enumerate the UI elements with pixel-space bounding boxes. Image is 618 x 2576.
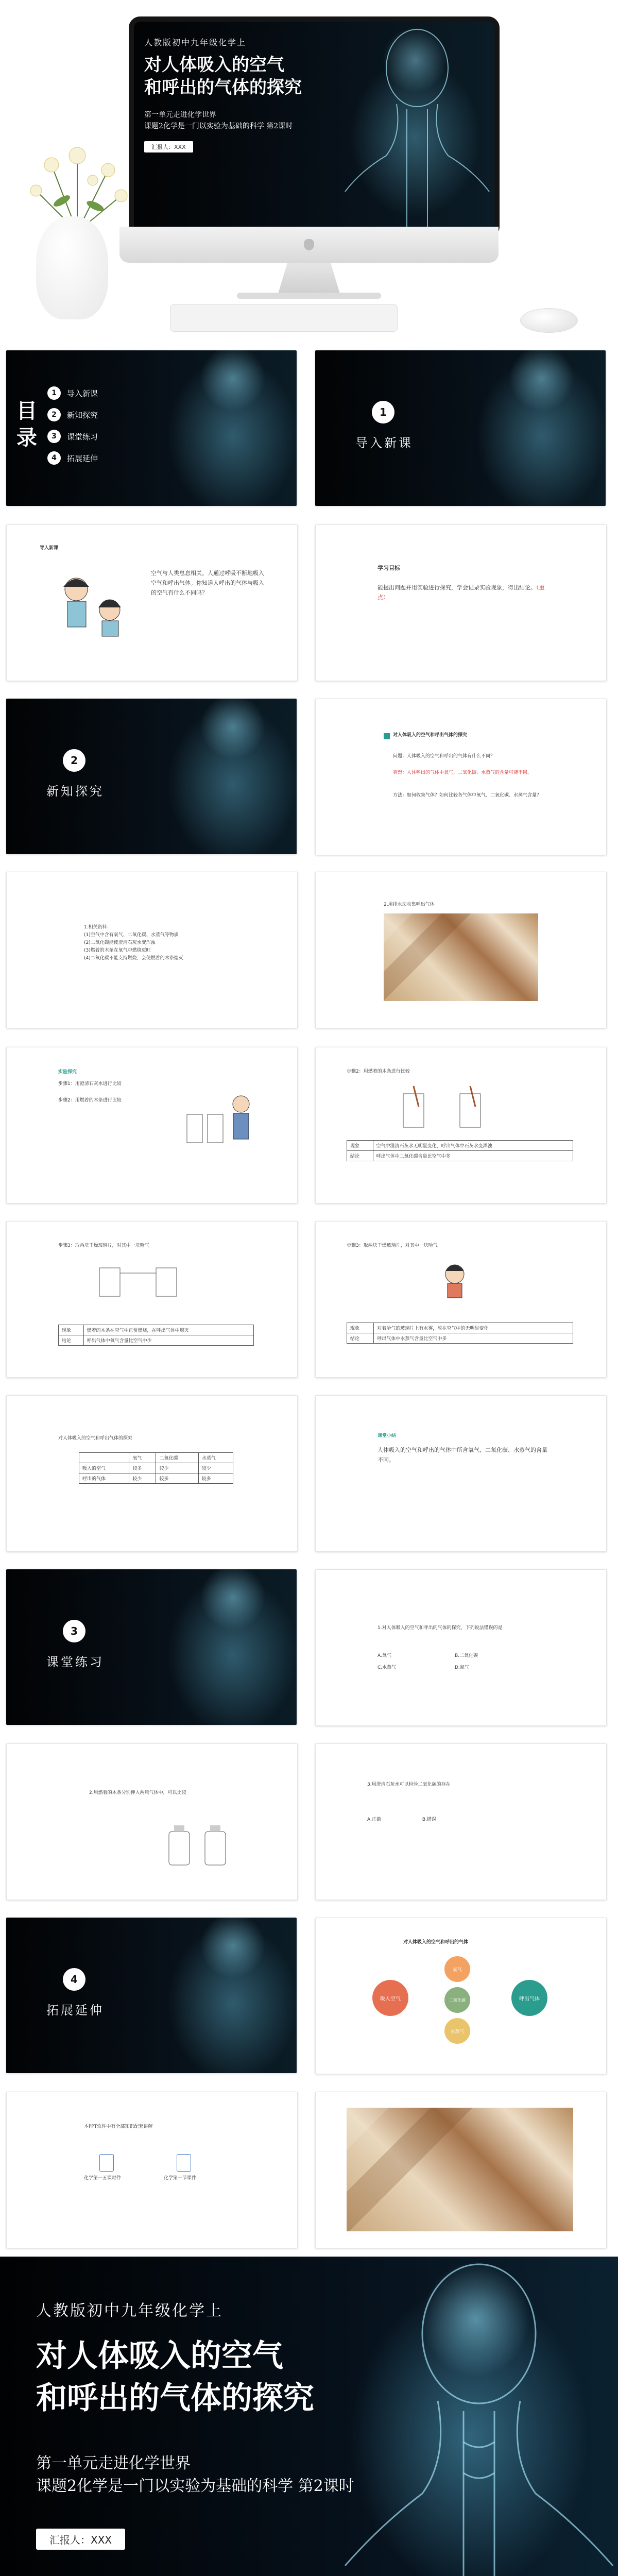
cartoon-kid-icon (434, 1259, 475, 1300)
file-icon[interactable] (99, 2154, 114, 2172)
practice3-options (367, 1816, 436, 1824)
table-row (347, 1151, 573, 1161)
table-row (347, 1141, 573, 1151)
knowledge-list (84, 924, 249, 962)
table-cell: 结论 (347, 1151, 373, 1161)
gold-image (347, 2108, 573, 2231)
result-table (347, 1323, 573, 1344)
table-cell: 现象 (347, 1323, 374, 1333)
explore-q1: 问题：人体吸入的空气和呼出的气体有什么不同？ (393, 754, 495, 759)
table-cell: 现象 (347, 1141, 373, 1151)
cover-subtitle: 人教版初中九年级化学上 (36, 2302, 223, 2320)
laptop-chin (119, 227, 499, 263)
section-title: 新知探究 (46, 784, 104, 799)
intro-label: 导入新课 (40, 546, 59, 551)
mouse (520, 308, 578, 333)
knowledge-line: (2)二氧化碳能使澄清石灰水变浑浊 (84, 940, 156, 945)
slide-summary (6, 1395, 298, 1552)
step2-text: 步骤2：用燃着的木条进行比较 (58, 1098, 122, 1103)
table-cell: 较多 (156, 1473, 198, 1484)
cover-line1: 第一单元走进化学世界 (36, 2454, 191, 2472)
slide-practice3 (315, 1743, 607, 1900)
toc-title-line2: 录 (16, 426, 37, 450)
table-cell: 较少 (156, 1463, 198, 1473)
knowledge-line: (4)二氧化碳不能支持燃烧，会使燃着的木条熄灭 (84, 956, 183, 961)
cover-line2: 课题2化学是一门以实验为基础的科学 第2课时 (36, 2477, 354, 2495)
summary-table (79, 1452, 233, 1484)
knowledge-line: 1.相关资料： (84, 925, 112, 930)
table-cell: 较多 (129, 1463, 156, 1473)
table-cell: 较少 (198, 1463, 233, 1473)
table-row (79, 1453, 233, 1463)
table-cell: 燃着的木条在空气中正常燃烧，在呼出气体中熄灭 (83, 1325, 253, 1335)
option[interactable]: D.氮气 (455, 1665, 469, 1670)
slide-collect (315, 872, 607, 1028)
table-cell: 吸入的空气 (79, 1463, 129, 1473)
option[interactable]: C.水蒸气 (377, 1665, 397, 1670)
teal-marker (384, 733, 390, 739)
gas-bottles-icon (161, 1821, 233, 1868)
table-row (79, 1463, 233, 1473)
table-cell: 空气中澄清石灰水无明显变化，呼出气体中石灰水变浑浊 (373, 1141, 573, 1151)
laptop-foot (237, 293, 381, 299)
goals-text: 能提出问题并用实验进行探究，学会记录实验现象，得出结论。（重点） (377, 584, 545, 601)
explore-q2: 猜想：人体呼出的气体中氧气、二氧化碳、水蒸气的含量可能不同。 (393, 770, 533, 775)
slide-knowledge (6, 872, 298, 1028)
section-number: 3 (63, 1620, 85, 1642)
knowledge-line: (3)燃着的木条在氧气中燃烧更旺 (84, 948, 151, 953)
slide-intro (6, 524, 298, 681)
goals-title: 学习目标 (377, 565, 400, 571)
table-header: 氧气 (129, 1453, 156, 1463)
slide-files (6, 2092, 298, 2248)
slide-explore (315, 699, 607, 855)
laptop-screen (129, 16, 500, 238)
steps-label: 实验探究 (58, 1070, 77, 1075)
table-row (347, 1333, 573, 1344)
summary-title: 对人体吸入的空气和呼出气体的探究 (58, 1436, 133, 1441)
toc-title-line1: 目 (16, 399, 37, 423)
diagram-right-node: 呼出气体 (511, 1980, 547, 2016)
table-row (79, 1473, 233, 1484)
diagram-node: 二氧化碳 (444, 1987, 470, 2013)
slide-toc (6, 350, 297, 506)
slide-step2 (315, 1047, 607, 1204)
section-title: 拓展延伸 (46, 2003, 104, 2018)
file-icon[interactable] (177, 2154, 191, 2172)
diagram-title: 对人体吸入的空气和呼出的气体 (403, 1940, 469, 1945)
diagram-left-node: 吸入空气 (372, 1980, 408, 2016)
slide-section-4 (6, 1918, 297, 2073)
slide-step1 (6, 1047, 298, 1204)
hero-line1: 第一单元走进化学世界 (144, 111, 216, 119)
step3-text: 步骤3：取两块干燥玻璃片，对其中一块哈气 (58, 1243, 149, 1248)
section-number: 4 (63, 1968, 85, 1991)
hero-mockup (0, 0, 618, 340)
intro-text: 空气与人类息息相关。人通过呼吸不断地吸入空气和呼出气体。你知道人呼出的气体与吸入的空气有什么不同吗？ (151, 570, 264, 596)
option[interactable]: A.氧气 (377, 1653, 391, 1658)
practice2-question: 2.用燃着的木条分别伸入两瓶气体中，可以比较 (89, 1790, 186, 1795)
result-table (347, 1140, 573, 1161)
file-name[interactable]: 化学第一五课时件 (84, 2176, 122, 2181)
table-cell: 呼出的气体 (79, 1473, 129, 1484)
toc-list (47, 386, 98, 465)
knowledge-line: (1)空气中含有氧气、二氧化碳、水蒸气等物质 (84, 933, 179, 938)
keyboard (170, 304, 398, 332)
table-header (79, 1453, 129, 1463)
lab-person-icon (182, 1083, 259, 1150)
breathing-person-icon (53, 571, 130, 638)
files-intro: 本PPT软件中有全部知识配套讲解 (84, 2124, 153, 2129)
apple-logo-icon (304, 239, 314, 250)
toc-item[interactable]: 2 新知探究 (47, 408, 98, 421)
table-cell: 较多 (198, 1473, 233, 1484)
glass-setup-icon (89, 1258, 202, 1299)
laptop-stand (278, 263, 340, 294)
table-cell: 对着哈气的玻璃片上有水雾，放在空气中的无明显变化 (374, 1323, 573, 1333)
table-cell: 呼出气体中水蒸气含量比空气中多 (374, 1333, 573, 1344)
section-number: 1 (372, 401, 394, 423)
slide-image (315, 2092, 607, 2248)
explore-title: 对人体吸入的空气和呼出气体的探究 (393, 733, 468, 738)
option[interactable]: B.二氧化碳 (455, 1653, 478, 1658)
table-cell: 结论 (347, 1333, 374, 1344)
practice3-question: 3.用澄清石灰水可以检验二氧化碳的存在 (367, 1782, 451, 1787)
slide-step3 (6, 1221, 298, 1378)
candle-bottles-icon (388, 1083, 501, 1130)
slide-step3b (315, 1221, 607, 1378)
table-cell: 较少 (129, 1473, 156, 1484)
table-row (59, 1325, 254, 1335)
toc-item[interactable]: 4 拓展延伸 (47, 451, 98, 465)
table-row (347, 1323, 573, 1333)
table-header: 水蒸气 (198, 1453, 233, 1463)
collect-image (384, 913, 538, 1001)
xray-figure-icon (340, 22, 494, 233)
slide-note (315, 1395, 607, 1552)
file-name[interactable]: 化学第一节课件 (164, 2176, 197, 2181)
toc-item[interactable]: 1 导入新课 (47, 386, 98, 400)
table-header: 二氧化碳 (156, 1453, 198, 1463)
practice1-question: 1.对人体吸入的空气和呼出的气体的探究，下列说法错误的是 (377, 1625, 503, 1631)
table-row (59, 1335, 254, 1346)
table-cell: 结论 (59, 1335, 84, 1346)
step3b-text: 步骤3：取两块干燥玻璃片，对其中一块哈气 (347, 1243, 438, 1248)
table-cell: 呼出气体中氧气含量比空气中少 (83, 1335, 253, 1346)
hero-reporter: 汇报人：XXX (144, 141, 193, 152)
diagram-node: 水蒸气 (444, 2018, 470, 2044)
option[interactable]: B.错误 (422, 1817, 436, 1822)
option[interactable]: A.正确 (367, 1817, 381, 1822)
slide-diagram (315, 1918, 607, 2074)
table-cell: 呼出气体中二氧化碳含量比空气中多 (373, 1151, 573, 1161)
hero-line2: 课题2化学是一门以实验为基础的科学 第2课时 (144, 122, 293, 130)
vase (36, 216, 108, 319)
cover-reporter: 汇报人：XXX (36, 2529, 125, 2550)
hero-subtitle: 人教版初中九年级化学上 (144, 38, 247, 47)
xray-figure-icon (335, 2257, 618, 2576)
collect-title: 2.用排水法收集呼出气体 (384, 902, 435, 907)
step2-desc: 步骤2：用燃着的木条进行比较 (347, 1069, 410, 1074)
cover-title-line2: 和呼出的气体的探究 (36, 2380, 314, 2416)
slide-practice1 (315, 1569, 607, 1726)
note-label: 课堂小结 (377, 1433, 397, 1438)
section-number: 2 (63, 749, 85, 772)
table-cell: 现象 (59, 1325, 84, 1335)
cover-title-line1: 对人体吸入的空气 (36, 2338, 283, 2374)
practice1-options (377, 1652, 532, 1672)
result-table (58, 1325, 254, 1346)
final-cover (0, 2257, 618, 2576)
section-title: 课堂练习 (46, 1655, 104, 1669)
hero-title-line2: 和呼出的气体的探究 (144, 77, 302, 98)
section-title: 导入新课 (355, 436, 413, 450)
slide-section-2 (6, 699, 297, 854)
diagram-node: 氧气 (444, 1956, 470, 1982)
slide-practice2 (6, 1743, 298, 1900)
slide-section-1 (315, 350, 606, 506)
explore-q3: 方法：如何收集气体？如何比较各气体中氧气、二氧化碳、水蒸气含量？ (393, 793, 542, 798)
step1-text: 步骤1：用澄清石灰水进行比较 (58, 1081, 122, 1087)
note-text: 人体吸入的空气和呼出的气体中所含氧气、二氧化碳、水蒸气的含量不同。 (377, 1447, 547, 1463)
hero-title-line1: 对人体吸入的空气 (144, 55, 284, 75)
toc-item[interactable]: 3 课堂练习 (47, 430, 98, 443)
slide-section-3 (6, 1569, 297, 1725)
slide-goals (315, 524, 607, 681)
